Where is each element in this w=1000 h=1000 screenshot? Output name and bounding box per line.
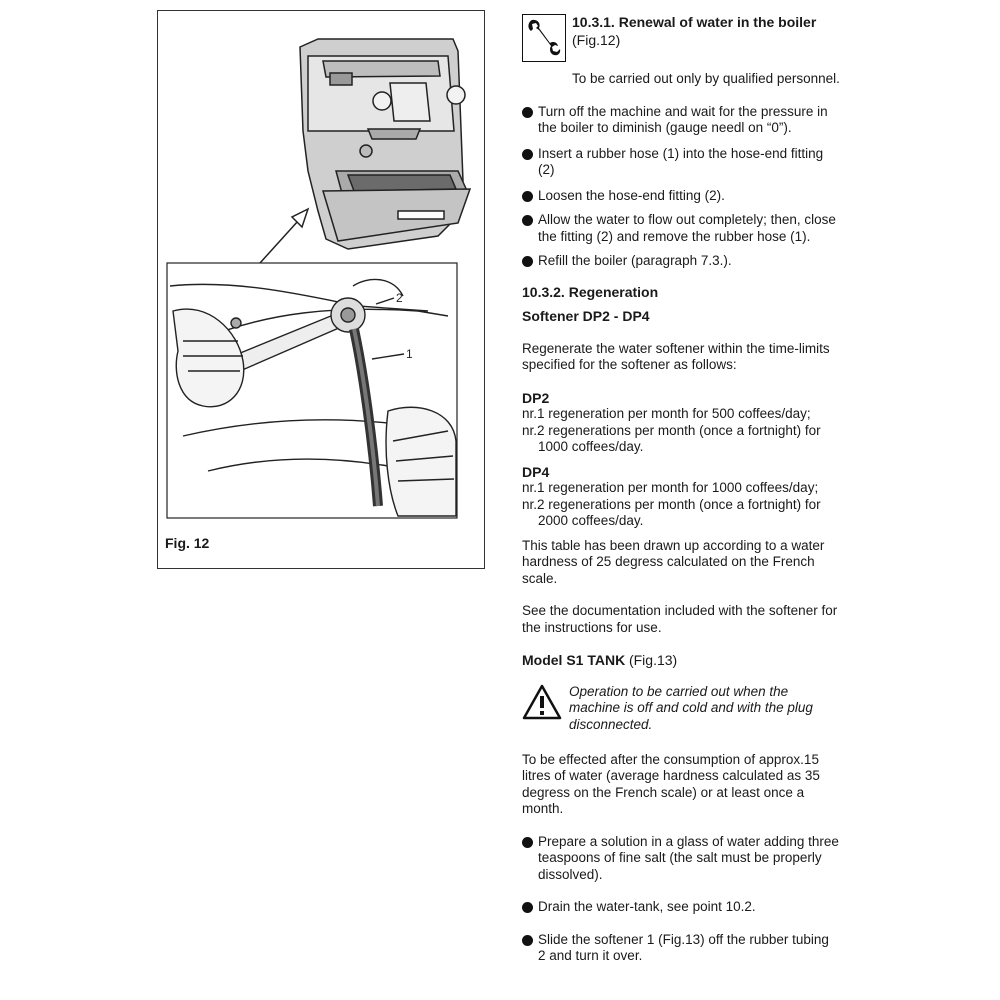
list-item: Loosen the hose-end fitting (2). bbox=[522, 188, 840, 205]
model-s1-ref: (Fig.13) bbox=[628, 652, 678, 668]
warning-text: Operation to be carried out when the machine is off and cold and with the plug disconnected. bbox=[569, 683, 813, 732]
dp4-line-2-cont: 2000 coffees/day. bbox=[538, 513, 644, 528]
list-item: Insert a rubber hose (1) into the hose-end fitting (2) bbox=[522, 146, 840, 179]
text-column bbox=[522, 14, 840, 965]
dp4-line-2: nr.2 regenerations per month (once a fortnight) for bbox=[522, 496, 821, 512]
warning-icon bbox=[522, 684, 562, 720]
hardness-note: This table has been drawn up according to a water hardness of 25 degress calculated on the French scale. bbox=[522, 537, 825, 586]
section-10-3-1-ref: (Fig.12) bbox=[572, 31, 621, 48]
figure-caption: Fig. 12 bbox=[165, 535, 210, 551]
dp2-line-2: nr.2 regenerations per month (once a fortnight) for bbox=[522, 422, 821, 438]
section-10-3-1-title: 10.3.1. Renewal of water in the boiler bbox=[572, 14, 817, 30]
section-10-3-1-intro: To be carried out only by qualified personnel. bbox=[572, 71, 840, 86]
regeneration-intro: Regenerate the water softener within the time-limits specified for the softener as follows: bbox=[522, 340, 830, 372]
figure-12 bbox=[157, 10, 485, 569]
dp2-label: DP2 bbox=[522, 389, 550, 406]
model-s1-title: Model S1 TANK bbox=[522, 652, 626, 668]
softener-subtitle: Softener DP2 - DP4 bbox=[522, 308, 650, 324]
list-item: Prepare a solution in a glass of water adding three teaspoons of fine salt (the salt must be properly dissolved). bbox=[522, 834, 840, 884]
section-10-3-1-steps bbox=[522, 104, 840, 270]
tank-instructions: To be effected after the consumption of approx.15 litres of water (average hardness calculated as 35 degress on the French scale) or at least once a month. bbox=[522, 751, 820, 816]
warning-block bbox=[522, 684, 840, 736]
list-item: Turn off the machine and wait for the pressure in the boiler to diminish (gauge needl on “0”). bbox=[522, 104, 840, 137]
dp4-label: DP4 bbox=[522, 463, 550, 480]
list-item: Slide the softener 1 (Fig.13) off the rubber tubing 2 and turn it over. bbox=[522, 932, 840, 965]
list-item: Allow the water to flow out completely; then, close the fitting (2) and remove the rubber hose (1). bbox=[522, 212, 840, 245]
section-10-3-1-header bbox=[522, 14, 840, 64]
callout-2: 2 bbox=[396, 291, 403, 305]
list-item: Drain the water-tank, see point 10.2. bbox=[522, 899, 840, 916]
tank-steps bbox=[522, 834, 840, 965]
dp2-line-1: nr.1 regeneration per month for 500 coffees/day; bbox=[522, 406, 811, 421]
dp4-line-1: nr.1 regeneration per month for 1000 coffees/day; bbox=[522, 480, 819, 495]
section-10-3-2-title: 10.3.2. Regeneration bbox=[522, 283, 659, 300]
dp2-line-2-cont: 1000 coffees/day. bbox=[538, 439, 644, 454]
documentation-note: See the documentation included with the softener for the instructions for use. bbox=[522, 603, 838, 635]
espresso-machine-illustration bbox=[158, 11, 486, 570]
callout-1: 1 bbox=[406, 347, 413, 361]
model-s1-heading bbox=[522, 652, 840, 670]
list-item: Refill the boiler (paragraph 7.3.). bbox=[522, 253, 840, 270]
wrench-icon bbox=[522, 14, 566, 62]
